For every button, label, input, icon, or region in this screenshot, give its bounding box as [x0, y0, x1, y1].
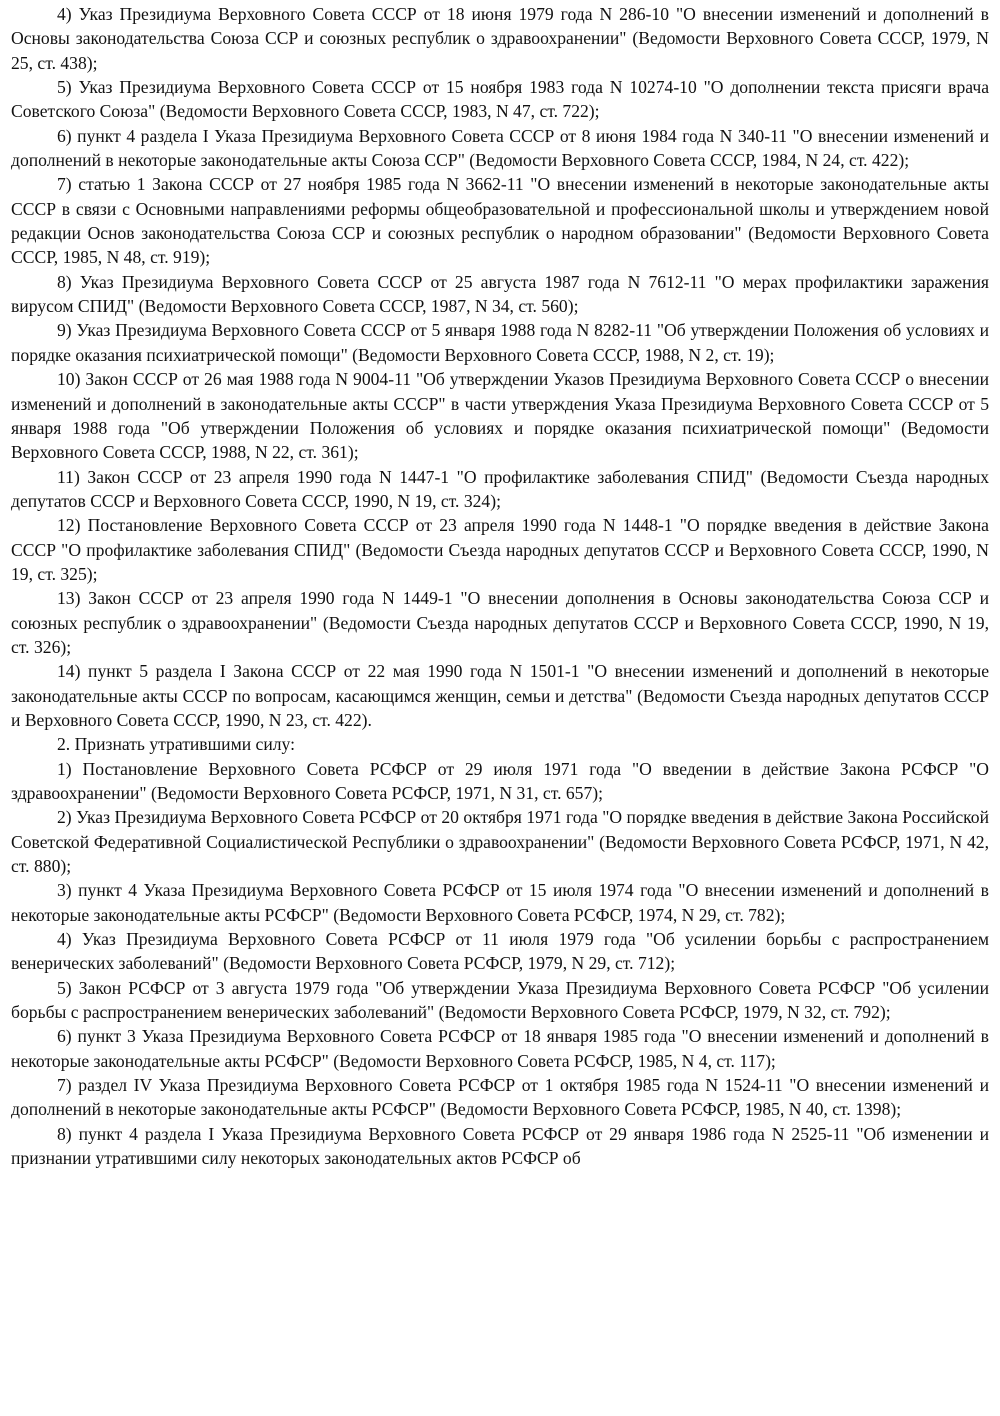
paragraph-item-5-decree-1983: 5) Указ Президиума Верховного Совета СССР от 15 ноября 1983 года N 10274-10 "О дополнении текста присяги врача Советского Союза" (Ведомости Верховного Совета СССР, 1983, N 47, ст. 722); [11, 77, 989, 122]
paragraph-item-4-decree-1979: 4) Указ Президиума Верховного Совета СССР от 18 июня 1979 года N 286-10 "О внесении изменений и дополнений в Основы законодательства Союза ССР и союзных республик о здравоохранении" (Ведомости Верховного Совета СССР, 1979, N 25, ст. 438); [11, 4, 989, 73]
paragraph-rsfsr-item-5: 5) Закон РСФСР от 3 августа 1979 года "Об утверждении Указа Президиума Верховного Совета РСФСР "Об усилении борьбы с распространением венерических заболеваний" (Ведомости Верховного Совета РСФСР, 1979, N 32, ст. 792); [11, 977, 989, 1023]
paragraph-item-14-law-1990: 14) пункт 5 раздела I Закона СССР от 22 мая 1990 года N 1501-1 "О внесении изменений и дополнений в некоторые законодательные акты СССР по вопросам, касающимся женщин, семьи и детства" (Ведомости Съезда народных депутатов СССР и Верховного Совета СССР, 1990, N 23, ст. 422). [11, 661, 989, 730]
paragraph-item-13-law-1990: 13) Закон СССР от 23 апреля 1990 года N 1449-1 "О внесении дополнения в Основы законодательства Союза ССР и союзных республик о здравоохранении" (Ведомости Съезда народных депутатов СССР и Верховного Совета СССР, 1990, N 19, ст. 326); [11, 588, 989, 657]
paragraph-rsfsr-item-8: 8) пункт 4 раздела I Указа Президиума Верховного Совета РСФСР от 29 января 1986 года N 2525-11 "Об изменении и признании утратившими силу некоторых законодательных актов РСФСР об [11, 1123, 989, 1169]
paragraph-rsfsr-item-1: 1) Постановление Верховного Совета РСФСР от 29 июля 1971 года "О введении в действие Закона РСФСР "О здравоохранении" (Ведомости Верховного Совета РСФСР, 1971, N 31, ст. 657); [11, 758, 989, 803]
paragraph-item-8-decree-1987: 8) Указ Президиума Верховного Совета СССР от 25 августа 1987 года N 7612-11 "О мерах профилактики заражения вирусом СПИД" (Ведомости Верховного Совета СССР, 1987, N 34, ст. 560); [11, 271, 989, 317]
paragraph-rsfsr-item-2: 2) Указ Президиума Верховного Совета РСФСР от 20 октября 1971 года "О порядке введения в действие Закона Российской Советской Федеративной Социалистической Республики о здравоохранении" (Ведомости Верховного Совета РСФСР, 1971, N 42, ст. 880); [11, 807, 989, 877]
document-page [11, 2, 989, 1171]
paragraph-item-12-resolution-1990: 12) Постановление Верховного Совета СССР от 23 апреля 1990 года N 1448-1 "О порядке введения в действие Закона СССР "О профилактике заболевания СПИД" (Ведомости Съезда народных депутатов СССР и Верховного Совета СССР, 1990, N 19, ст. 325); [11, 515, 989, 584]
paragraph-item-11-law-1990: 11) Закон СССР от 23 апреля 1990 года N 1447-1 "О профилактике заболевания СПИД" (Ведомости Съезда народных депутатов СССР и Верховного Совета СССР, 1990, N 19, ст. 324); [11, 466, 989, 511]
paragraph-rsfsr-item-6: 6) пункт 3 Указа Президиума Верховного Совета РСФСР от 18 января 1985 года "О внесении изменений и дополнений в некоторые законодательные акты РСФСР" (Ведомости Верховного Совета РСФСР, 1985, N 4, ст. 117); [11, 1026, 989, 1071]
paragraph-item-10-law-1988: 10) Закон СССР от 26 мая 1988 года N 9004-11 "Об утверждении Указов Президиума Верховного Совета СССР о внесении изменений и дополнений в законодательные акты СССР" в части утверждения Указа Президиума Верховного Совета СССР от 5 января 1988 года "Об утверждении Положения об условиях и порядке оказания психиатрической помощи" (Ведомости Верховного Совета СССР, 1988, N 22, ст. 361); [11, 369, 989, 463]
paragraph-item-7-law-1985: 7) статью 1 Закона СССР от 27 ноября 1985 года N 3662-11 "О внесении изменений в некоторые законодательные акты СССР в связи с Основными направлениями реформы общеобразовательной и профессиональной школы и утверждением новой редакции Основ законодательства Союза ССР и союзных республик о народном образовании" (Ведомости Верховного Совета СССР, 1985, N 48, ст. 919); [11, 174, 989, 268]
paragraph-rsfsr-item-7: 7) раздел IV Указа Президиума Верховного Совета РСФСР от 1 октября 1985 года N 1524-11 "О внесении изменений и дополнений в некоторые законодательные акты РСФСР" (Ведомости Верховного Совета РСФСР, 1985, N 40, ст. 1398); [11, 1075, 989, 1120]
paragraph-item-9-decree-1988: 9) Указ Президиума Верховного Совета СССР от 5 января 1988 года N 8282-11 "Об утверждении Положения об условиях и порядке оказания психиатрической помощи" (Ведомости Верховного Совета СССР, 1988, N 2, ст. 19); [11, 320, 989, 365]
section-2-heading: 2. Признать утратившими силу: [57, 734, 295, 755]
paragraph-rsfsr-item-4: 4) Указ Президиума Верховного Совета РСФСР от 11 июля 1979 года "Об усилении борьбы с распространением венерических заболеваний" (Ведомости Верховного Совета РСФСР, 1979, N 29, ст. 712); [11, 929, 989, 974]
paragraph-rsfsr-item-3: 3) пункт 4 Указа Президиума Верховного Совета РСФСР от 15 июля 1974 года "О внесении изменений и дополнений в некоторые законодательные акты РСФСР" (Ведомости Верховного Совета РСФСР, 1974, N 29, ст. 782); [11, 880, 989, 925]
paragraph-item-6-decree-1984: 6) пункт 4 раздела I Указа Президиума Верховного Совета СССР от 8 июня 1984 года N 340-11 "О внесении изменений и дополнений в некоторые законодательные акты Союза ССР" (Ведомости Верховного Совета СССР, 1984, N 24, ст. 422); [11, 125, 989, 171]
